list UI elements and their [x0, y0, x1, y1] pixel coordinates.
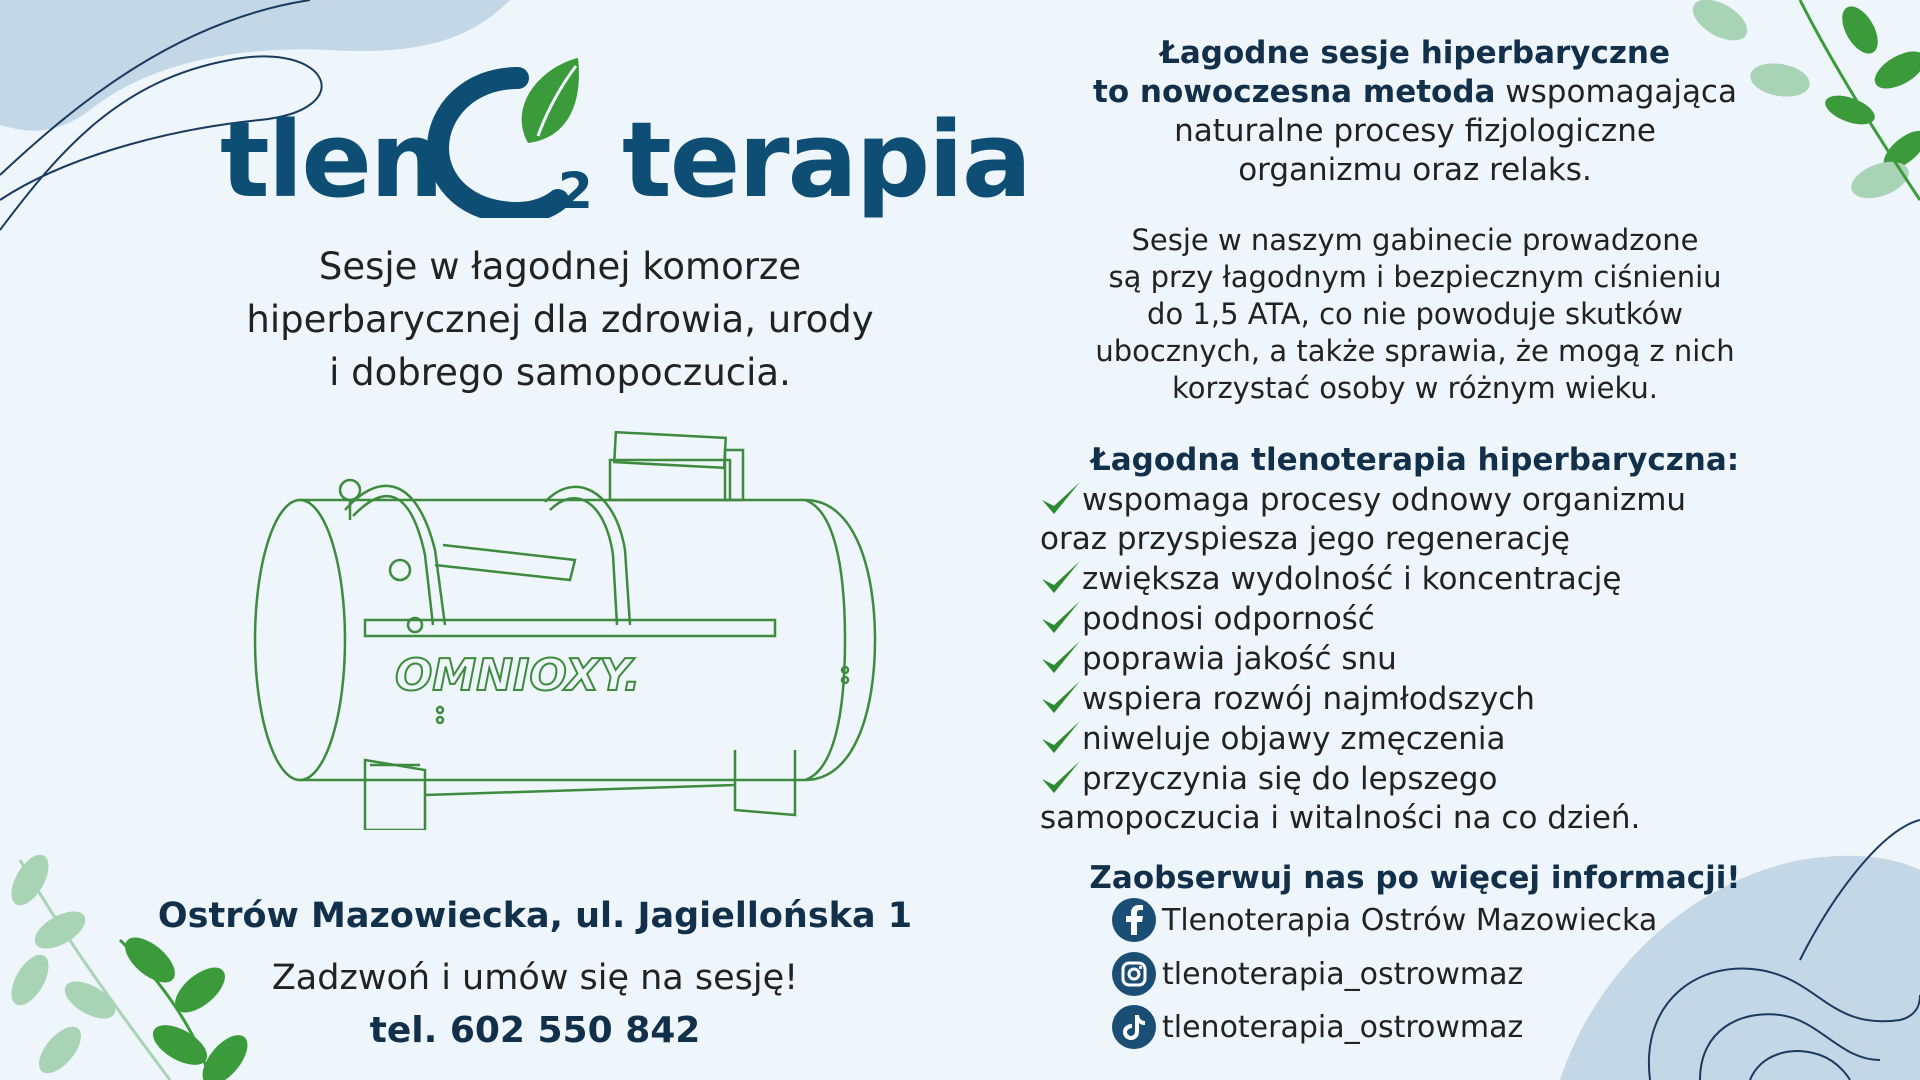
logo-text-right: terapia [622, 99, 1030, 221]
checkmark-icon [1040, 679, 1082, 715]
social-label: tlenoterapia_ostrowmaz [1162, 1009, 1524, 1045]
benefit-item: podnosi odporność [1040, 599, 1800, 639]
benefit-item-continuation: samopoczucia i witalności na co dzień. [1040, 800, 1641, 836]
intro-bold-line: to nowoczesna metoda [1093, 74, 1496, 110]
tiktok-icon [1112, 1005, 1156, 1049]
sessions-line: do 1,5 ATA, co nie powoduje skutków [1147, 297, 1683, 331]
benefit-item-continuation: oraz przyspiesza jego regenerację [1040, 521, 1570, 557]
leaf-icon [522, 58, 579, 143]
intro-bold-line: Łagodne sesje hiperbaryczne [1159, 35, 1671, 71]
social-label: Tlenoterapia Ostrów Mazowiecka [1162, 902, 1658, 938]
intro-line: organizmu oraz relaks. [1238, 152, 1592, 188]
brand-logo [220, 48, 1030, 221]
checkmark-icon [1040, 719, 1082, 755]
tagline-line: hiperbarycznej dla zdrowia, urody [246, 298, 874, 341]
address: Ostrów Mazowiecka, ul. Jagiellońska 1 [157, 896, 913, 936]
sessions-line: ubocznych, a także sprawia, że mogą z nich [1095, 334, 1735, 368]
facebook-icon [1112, 898, 1156, 942]
benefit-item: niweluje objawy zmęczenia [1040, 719, 1800, 759]
intro-text [1040, 34, 1790, 190]
checkmark-icon [1040, 480, 1082, 516]
social-tiktok[interactable] [1112, 1005, 1523, 1049]
checkmark-icon [1040, 559, 1082, 595]
checkmark-icon [1040, 639, 1082, 675]
sessions-line: są przy łagodnym i bezpiecznym ciśnieniu [1108, 260, 1722, 294]
tagline-line: i dobrego samopoczucia. [329, 351, 791, 394]
intro-line: naturalne procesy fizjologiczne [1174, 113, 1656, 149]
social-label: tlenoterapia_ostrowmaz [1162, 956, 1524, 992]
checkmark-icon [1040, 599, 1082, 635]
phone-number[interactable]: tel. 602 550 842 [369, 1010, 701, 1051]
chamber-brand-label: OMNIOXY. [395, 650, 641, 701]
call-to-action: Zadzwoń i umów się na sesję! [271, 958, 799, 998]
benefit-item: poprawia jakość snu [1040, 639, 1800, 679]
sessions-line: Sesje w naszym gabinecie prowadzone [1131, 223, 1699, 257]
leaf-bottom-left [4, 849, 121, 1080]
logo-subscript: 2 [558, 162, 591, 218]
benefit-item: zwiększa wydolność i koncentrację [1040, 559, 1800, 599]
tagline [200, 240, 920, 399]
benefit-item: wspomaga procesy odnowy organizmu [1040, 480, 1800, 520]
sessions-line: korzystać osoby w różnym wieku. [1172, 371, 1658, 405]
social-facebook[interactable] [1112, 898, 1657, 942]
leaf-top-right [1821, 0, 1920, 175]
intro-line-rest: wspomagająca [1495, 74, 1737, 110]
benefits-list [1040, 480, 1800, 838]
social-instagram[interactable] [1112, 952, 1523, 996]
sessions-text [1040, 222, 1790, 407]
logo-text-left: tlen [220, 99, 442, 221]
follow-title: Zaobserwuj nas po więcej informacji! [1089, 860, 1741, 896]
benefit-item: wspiera rozwój najmłodszych [1040, 679, 1800, 719]
hyperbaric-chamber-illustration [245, 430, 885, 830]
benefits-title: Łagodna tlenoterapia hiperbaryczna: [1090, 442, 1740, 478]
instagram-icon [1112, 952, 1156, 996]
benefit-item: przyczynia się do lepszego [1040, 759, 1800, 799]
checkmark-icon [1040, 759, 1082, 795]
tagline-line: Sesje w łagodnej komorze [318, 245, 802, 288]
logo-o2-mark [408, 48, 628, 218]
